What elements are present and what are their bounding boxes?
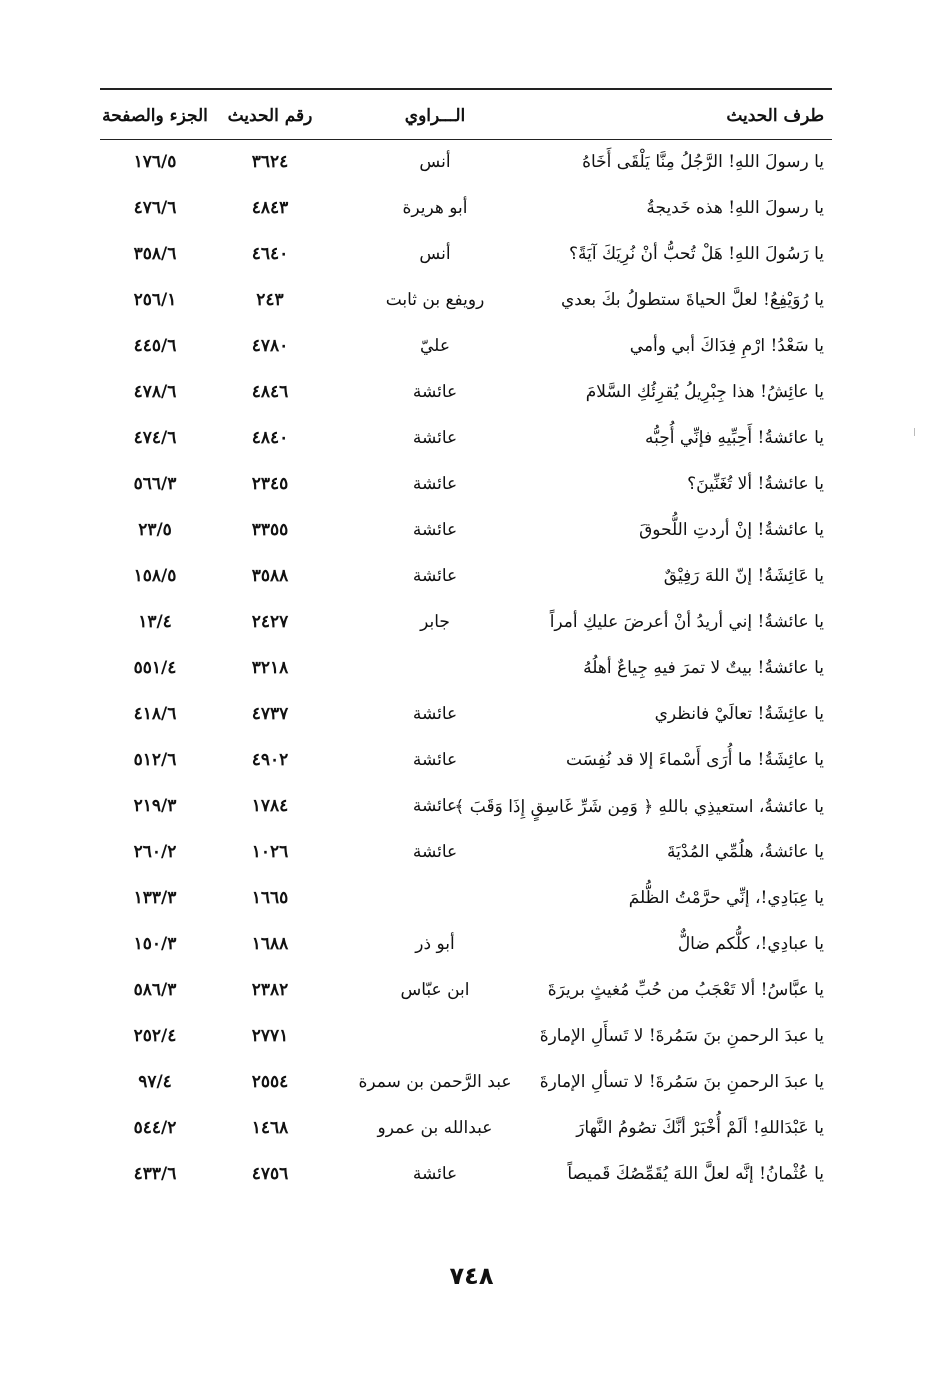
hadith-text: يا عبادِي!، كلُّكم ضالٌّ xyxy=(677,934,824,954)
hadith-number: ٤٧٣٧ xyxy=(251,704,289,724)
volume-page: ١٧٦/٥ xyxy=(133,152,177,172)
narrator: عائشة xyxy=(412,1164,458,1184)
narrator: أبو ذر xyxy=(415,934,455,954)
hadith-number: ٣٢١٨ xyxy=(251,658,289,678)
volume-page: ٢٣/٥ xyxy=(138,520,172,540)
table-header xyxy=(100,88,832,140)
table-row xyxy=(100,647,832,693)
scan-speck xyxy=(914,428,915,436)
volume-page: ٥٦٦/٣ xyxy=(133,474,177,494)
index-table xyxy=(100,141,832,1199)
hadith-text: يا رَسُولَ اللهِ! هَلْ تُحبُّ أنْ نُرِيَكَ آيَةً؟ xyxy=(568,244,824,264)
hadith-number: ١٦٦٥ xyxy=(251,888,289,908)
table-row xyxy=(100,279,832,325)
narrator: عائشة xyxy=(412,704,458,724)
hadith-number: ٤٧٥٦ xyxy=(251,1164,289,1184)
narrator: عائشة xyxy=(412,520,458,540)
table-row xyxy=(100,371,832,417)
hadith-text: يا عبدَ الرحمنِ بنَ سَمُرةَ! لا تسألِ الإمارةَ xyxy=(539,1072,824,1092)
hadith-text: يا عِبَادِي!، إنِّي حرَّمْتُ الظُّلمَ xyxy=(628,888,824,908)
hadith-text: يا عائشةُ! إنْ أردتِ اللُّحوقَ xyxy=(639,520,824,540)
hadith-text: يا عائشةُ! ألا تُغَنِّينَ؟ xyxy=(687,474,824,494)
header-hadith: طرف الحديث xyxy=(726,106,824,126)
volume-page: ٣٥٨/٦ xyxy=(133,244,177,264)
table-row xyxy=(100,831,832,877)
table-row xyxy=(100,693,832,739)
narrator: عائشة xyxy=(412,796,458,816)
hadith-text: يا عُثْمانُ! إنَّه لعلَّ اللهَ يُقَمِّصُكَ قَميصاً xyxy=(567,1164,824,1184)
hadith-text: يا سَعْدُ! ارْمِ فِدَاكَ أبي وأمي xyxy=(629,336,824,356)
narrator: أبو هريرة xyxy=(402,198,468,218)
volume-page: ٢٥٢/٤ xyxy=(133,1026,177,1046)
hadith-number: ٤٨٤٠ xyxy=(251,428,289,448)
header-page: الجزء والصفحة xyxy=(102,106,208,126)
narrator: ابن عبّاس xyxy=(400,980,470,1000)
volume-page: ٥٨٦/٣ xyxy=(133,980,177,1000)
volume-page: ١٥٨/٥ xyxy=(133,566,177,586)
table-row xyxy=(100,877,832,923)
hadith-text: يا رسولَ اللهِ! الرَّجُلُ مِنَّا يَلْقَى أَخَاهُ xyxy=(582,152,824,172)
table-row xyxy=(100,141,832,187)
hadith-text: يا عائِشَةُ! تعالَيْ فانظري xyxy=(654,704,824,724)
table-row xyxy=(100,417,832,463)
hadith-text: يا عائِشُ! هذا جِبْرِيلُ يُقرِئُكِ السَّلامَ xyxy=(585,382,824,402)
hadith-text: يا عائشةُ! إني أريدُ أنْ أعرضَ عليكِ أمراً xyxy=(549,612,824,632)
volume-page: ٢٦٠/٢ xyxy=(133,842,177,862)
volume-page: ٥١٢/٦ xyxy=(133,750,177,770)
table-row xyxy=(100,1061,832,1107)
hadith-number: ٤٦٤٠ xyxy=(251,244,289,264)
hadith-number: ٢٤٢٧ xyxy=(251,612,289,632)
hadith-number: ١٤٦٨ xyxy=(251,1118,289,1138)
volume-page: ٤٤٥/٦ xyxy=(133,336,177,356)
narrator: عائشة xyxy=(412,750,458,770)
narrator: عبدالله بن عمرو xyxy=(377,1118,493,1138)
hadith-text: يا عائشةُ! بيتٌ لا تمرَ فيهِ جِياعٌ أهلُهُ xyxy=(583,658,824,678)
header-number: رقم الحديث xyxy=(227,106,313,126)
narrator: عائشة xyxy=(412,382,458,402)
hadith-text: يا عبَّاسُ! ألا تَعْجَبُ من حُبِّ مُغيثٍ بريرَةَ xyxy=(547,980,824,1000)
volume-page: ٢١٩/٣ xyxy=(133,796,177,816)
volume-page: ١٥٠/٣ xyxy=(133,934,177,954)
volume-page: ٤٣٣/٦ xyxy=(133,1164,177,1184)
table-row xyxy=(100,325,832,371)
hadith-number: ٤٩٠٢ xyxy=(251,750,289,770)
hadith-number: ١٠٢٦ xyxy=(251,842,289,862)
hadith-text: يا عائِشَةُ! ما أُرَى أَسْماءَ إلا قد نُفِسَت xyxy=(565,750,824,770)
table-row xyxy=(100,555,832,601)
hadith-number: ١٧٨٤ xyxy=(251,796,289,816)
table-row xyxy=(100,187,832,233)
volume-page: ٥٤٤/٢ xyxy=(133,1118,177,1138)
hadith-number: ٤٨٤٦ xyxy=(251,382,289,402)
hadith-text: يا رُوَيْفِعُ! لعلَّ الحياةَ ستطولُ بكَ بعدي xyxy=(561,290,824,310)
narrator: عليّ xyxy=(420,336,450,356)
volume-page: ٤٧٨/٦ xyxy=(133,382,177,402)
narrator: أنس xyxy=(419,244,451,264)
hadith-text: يا عَبْدَاللهِ! ألَمْ أُخْبَرْ أنَّكَ تصُومُ النَّهارَ xyxy=(576,1118,824,1138)
hadith-text: يا رسولَ اللهِ! هذه خَديجةُ xyxy=(646,198,824,218)
hadith-text: يا عائشةُ! أَحِبِّيهِ فإنِّي أُحِبُّه xyxy=(645,428,824,448)
header-rawi: الـــراوي xyxy=(404,106,466,126)
table-row xyxy=(100,923,832,969)
hadith-number: ٢٤٣ xyxy=(256,290,284,310)
volume-page: ٩٧/٤ xyxy=(138,1072,172,1092)
volume-page: ٢٥٦/١ xyxy=(133,290,177,310)
hadith-number: ٣٣٥٥ xyxy=(251,520,289,540)
hadith-number: ٢٣٨٢ xyxy=(251,980,289,1000)
hadith-number: ٢٧٧١ xyxy=(251,1026,289,1046)
volume-page: ٤٧٦/٦ xyxy=(133,198,177,218)
narrator: عائشة xyxy=(412,428,458,448)
hadith-text: يا عائشةُ، استعيذِي باللهِ ﴿ وَمِن شَرِّ غَاسِقٍ إِذَا وَقَبَ ﴾ xyxy=(454,797,824,817)
volume-page: ٥٥١/٤ xyxy=(133,658,177,678)
hadith-number: ٣٦٢٤ xyxy=(251,152,289,172)
hadith-number: ٢٥٥٤ xyxy=(251,1072,289,1092)
hadith-text: يا عَائِشَةُ! إنّ اللهَ رَفِيْقٌ xyxy=(663,566,824,586)
hadith-text: يا عائشةُ، هلُمِّي المُدْيَةَ xyxy=(666,842,824,862)
hadith-number: ٤٧٨٠ xyxy=(251,336,289,356)
volume-page: ٤٧٤/٦ xyxy=(133,428,177,448)
hadith-number: ٢٣٤٥ xyxy=(251,474,289,494)
hadith-text: يا عبدَ الرحمنِ بنَ سَمُرةَ! لا تَسأَلِ الإمارةَ xyxy=(539,1026,824,1046)
narrator: عائشة xyxy=(412,474,458,494)
hadith-number: ١٦٨٨ xyxy=(251,934,289,954)
narrator: أنس xyxy=(419,152,451,172)
narrator: عائشة xyxy=(412,566,458,586)
hadith-number: ٣٥٨٨ xyxy=(251,566,289,586)
volume-page: ١٣٣/٣ xyxy=(133,888,177,908)
table-row xyxy=(100,1107,832,1153)
table-row xyxy=(100,601,832,647)
page-number: ٧٤٨ xyxy=(449,1262,494,1290)
table-row xyxy=(100,1153,832,1199)
table-row xyxy=(100,739,832,785)
narrator: جابر xyxy=(420,612,450,632)
table-row xyxy=(100,463,832,509)
volume-page: ٤١٨/٦ xyxy=(133,704,177,724)
table-row xyxy=(100,509,832,555)
table-row xyxy=(100,233,832,279)
table-row xyxy=(100,785,832,831)
narrator: عائشة xyxy=(412,842,458,862)
narrator: عبد الرَّحمن بن سمرة xyxy=(358,1072,512,1092)
table-row xyxy=(100,969,832,1015)
volume-page: ١٣/٤ xyxy=(138,612,172,632)
narrator: رويفع بن ثابت xyxy=(385,290,485,310)
table-row xyxy=(100,1015,832,1061)
hadith-number: ٤٨٤٣ xyxy=(251,198,289,218)
